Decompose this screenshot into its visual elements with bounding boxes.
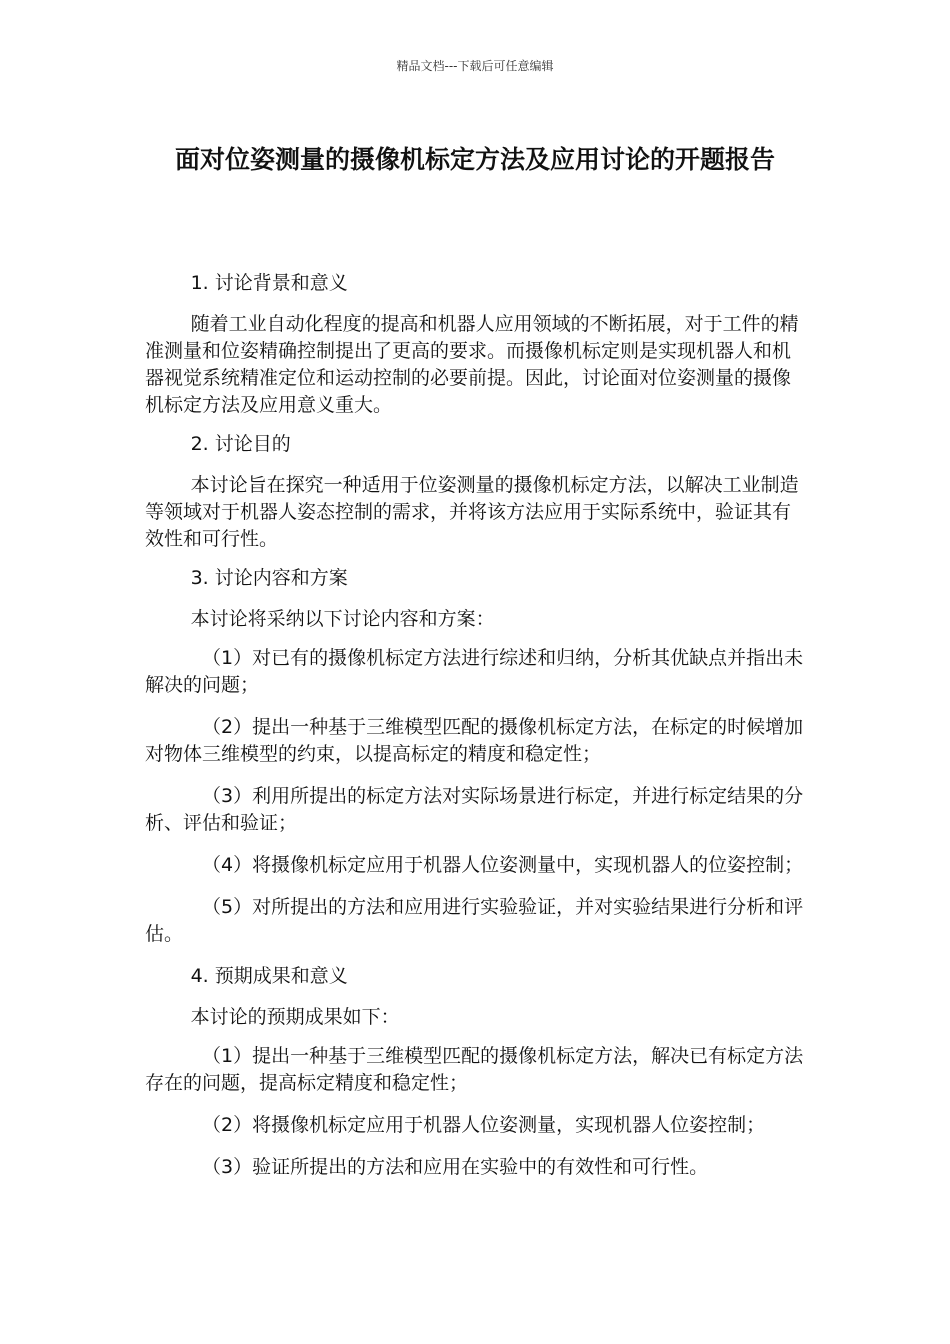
list-item: （1）对已有的摄像机标定方法进行综述和归纳，分析其优缺点并指出未解决的问题； — [145, 647, 804, 696]
list-item: （1）提出一种基于三维模型匹配的摄像机标定方法，解决已有标定方法存在的问题，提高标定精度和稳定性； — [145, 1045, 804, 1094]
list-item: （2）将摄像机标定应用于机器人位姿测量，实现机器人位姿控制； — [202, 1114, 766, 1136]
list-item: （2）提出一种基于三维模型匹配的摄像机标定方法，在标定的时候增加对物体三维模型的约束，以提高标定的精度和稳定性； — [145, 716, 804, 765]
list-item: （5）对所提出的方法和应用进行实验验证，并对实验结果进行分析和评估。 — [145, 896, 804, 945]
list-item: （4）将摄像机标定应用于机器人位姿测量中，实现机器人的位姿控制； — [202, 854, 804, 876]
section-heading: 1. 讨论背景和意义 — [190, 272, 348, 294]
document-body — [145, 270, 807, 1196]
list-item: （3）验证所提出的方法和应用在实验中的有效性和可行性。 — [202, 1156, 709, 1178]
section-heading: 2. 讨论目的 — [190, 433, 291, 455]
paragraph: 本讨论旨在探究一种适用于位姿测量的摄像机标定方法，以解决工业制造等领域对于机器人姿态控制的需求，并将该方法应用于实际系统中，验证其有效性和可行性。 — [145, 474, 799, 550]
paragraph: 本讨论的预期成果如下： — [190, 1006, 400, 1028]
section-heading: 4. 预期成果和意义 — [190, 965, 348, 987]
paragraph: 随着工业自动化程度的提高和机器人应用领域的不断拓展，对于工件的精准测量和位姿精确控制提出了更高的要求。而摄像机标定则是实现机器人和机器视觉系统精准定位和运动控制的必要前提。因此，讨论面对位姿测量的摄像机标定方法及应用意义重大。 — [145, 313, 799, 416]
document-title: 面对位姿测量的摄像机标定方法及应用讨论的开题报告 — [174, 145, 775, 174]
section-heading: 3. 讨论内容和方案 — [190, 567, 348, 589]
header-note: 精品文档---下载后可任意编辑 — [396, 59, 554, 73]
list-item: （3）利用所提出的标定方法对实际场景进行标定，并进行标定结果的分析、评估和验证； — [145, 785, 804, 834]
paragraph: 本讨论将采纳以下讨论内容和方案： — [190, 608, 495, 630]
